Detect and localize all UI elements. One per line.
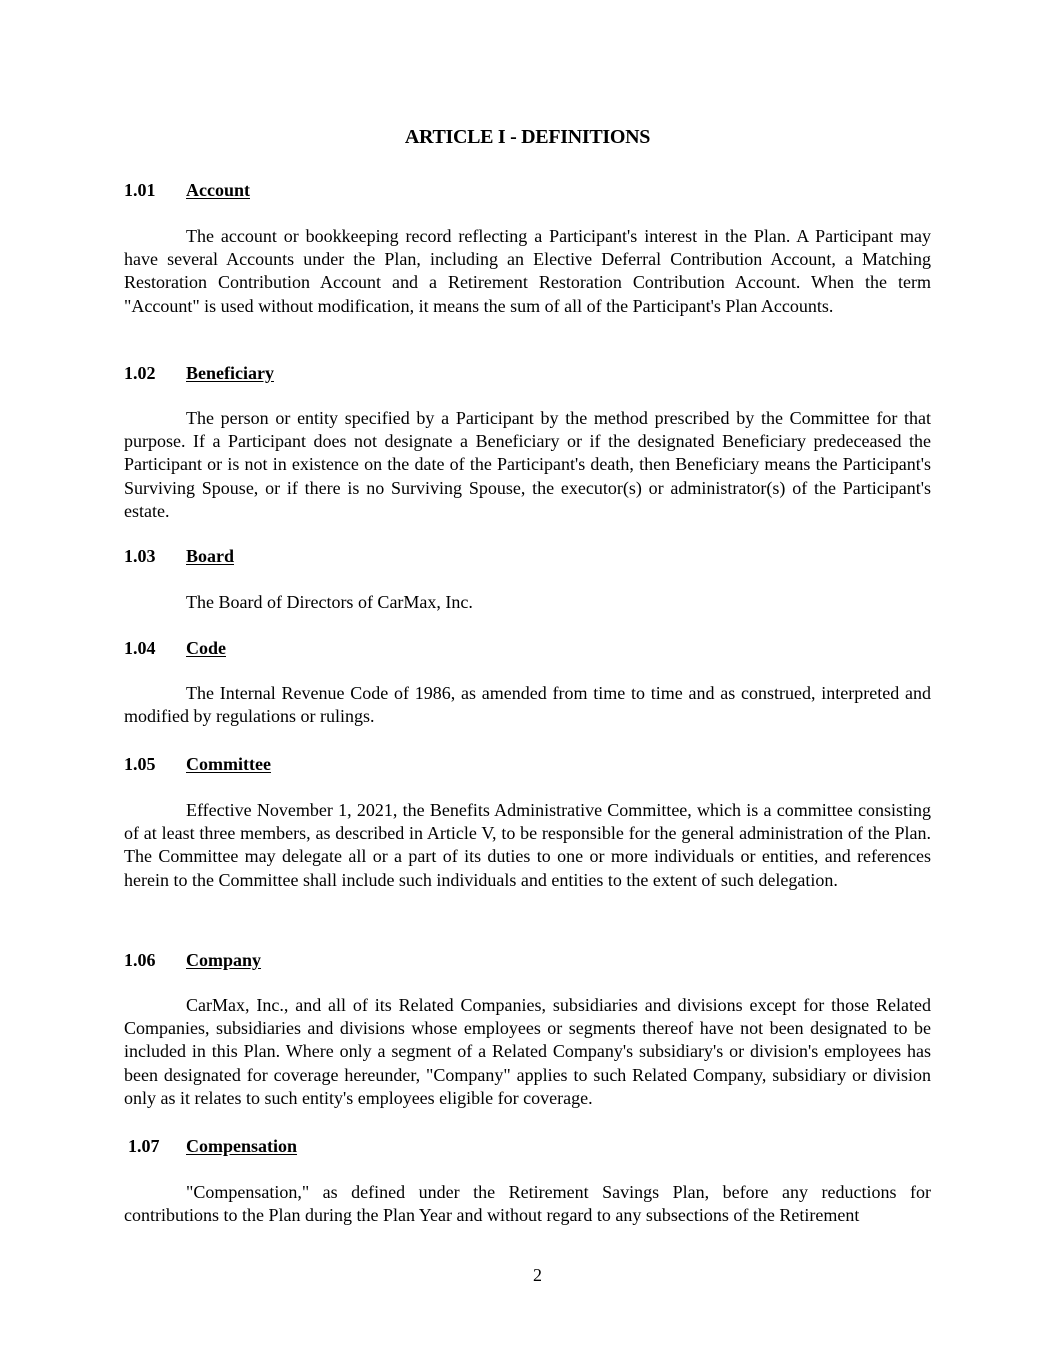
section-heading xyxy=(124,753,271,775)
section-heading xyxy=(124,362,274,384)
page-number: 2 xyxy=(533,1265,542,1285)
section-term: Company xyxy=(186,950,262,970)
section-text: "Compensation," as defined under the Retirement Savings Plan, before any reductions for contributions to the Plan during the Plan Year and without regard to any subsections of the Retirement xyxy=(124,1182,931,1226)
section-term: Beneficiary xyxy=(186,363,274,383)
section-text: The person or entity specified by a Participant by the method prescribed by the Committee for that purpose. If a Participant does not designate a Beneficiary or if the designated Beneficiary predeceased the Participant or is not in existence on the date of the Participant's death, then Beneficiary means the Participant's Surviving Spouse, or if there is no Surviving Spouse, the executor(s) or administrator(s) of the Participant's estate. xyxy=(124,408,931,521)
section-number: 1.07 xyxy=(128,1136,160,1156)
section-text: The account or bookkeeping record reflecting a Participant's interest in the Plan. A Participant may have several Accounts under the Plan, including an Elective Deferral Contribution Account, a Matching Restoration Contribution Account and a Retirement Restoration Contribution Account. When the term "Account" is used without modification, it means the sum of all of the Participant's Plan Accounts. xyxy=(124,226,931,316)
section-term: Board xyxy=(186,546,235,566)
section-number: 1.06 xyxy=(124,950,156,970)
section-heading xyxy=(124,545,234,567)
article-title: ARTICLE I - DEFINITIONS xyxy=(404,126,651,148)
section-heading xyxy=(124,179,250,201)
section-term: Compensation xyxy=(186,1136,298,1156)
section-number: 1.03 xyxy=(124,546,156,566)
section-text: The Board of Directors of CarMax, Inc. xyxy=(186,592,473,612)
section-heading xyxy=(124,637,226,659)
section-text: Effective November 1, 2021, the Benefits Administrative Committee, which is a committee consisting of at least three members, as described in Article V, to be responsible for the general administration of the Plan. The Committee may delegate all or a part of its duties to one or more individuals or entities, and references herein to the Committee shall include such individuals and entities to the extent of such delegation. xyxy=(124,800,931,890)
section-text: CarMax, Inc., and all of its Related Companies, subsidiaries and divisions except for those Related Companies, subsidiaries and divisions whose employees or segments thereof have not been designated to be included in this Plan. Where only a segment of a Related Company's subsidiary's or division's employees has been designated for coverage hereunder, "Company" applies to such Related Company, subsidiary or division only as it relates to such entity's employees eligible for coverage. xyxy=(124,995,931,1108)
section-term: Code xyxy=(186,638,226,658)
section-number: 1.04 xyxy=(124,638,156,658)
section-text: The Internal Revenue Code of 1986, as amended from time to time and as construed, interpreted and modified by regulations or rulings. xyxy=(124,683,931,727)
section-term: Committee xyxy=(186,754,271,774)
section-heading xyxy=(124,949,261,971)
section-number: 1.05 xyxy=(124,754,156,774)
section-number: 1.02 xyxy=(124,363,156,383)
section-number: 1.01 xyxy=(124,180,156,200)
section-heading xyxy=(128,1135,297,1157)
section-term: Account xyxy=(186,180,250,200)
